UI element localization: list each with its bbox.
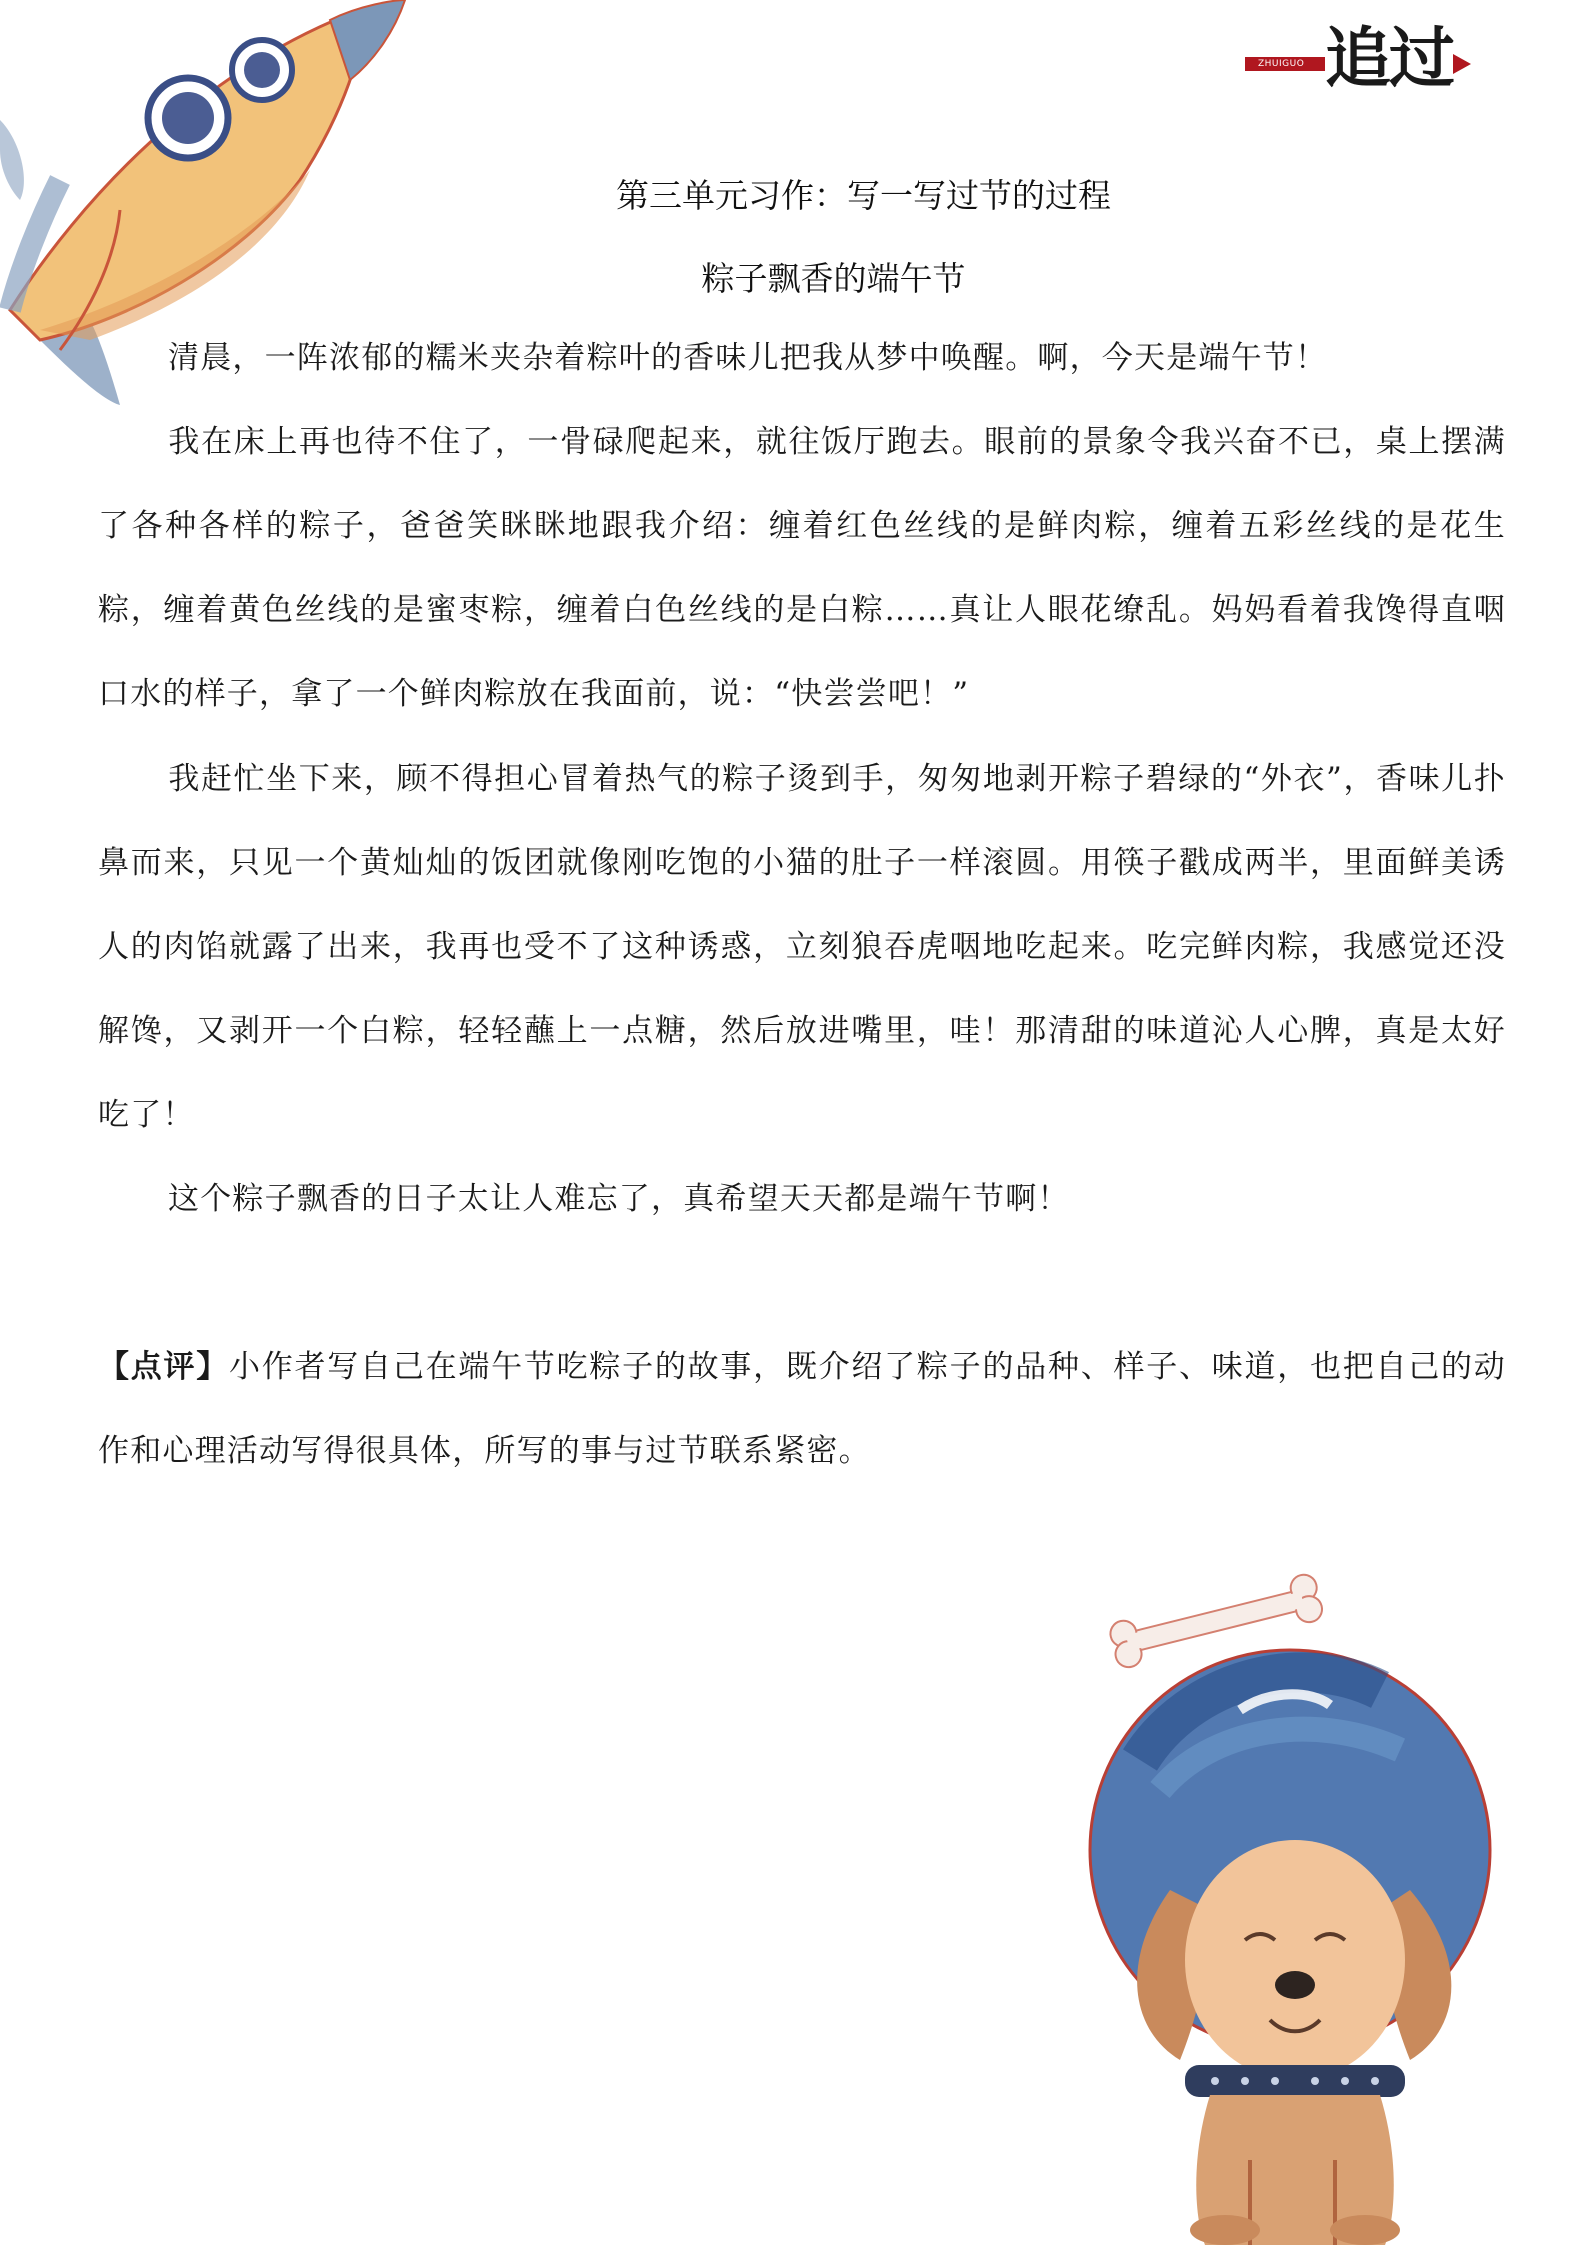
essay-paragraph-1: 清晨，一阵浓郁的糯米夹杂着粽叶的香味儿把我从梦中唤醒。啊，今天是端午节！	[168, 340, 1328, 376]
essay-paragraph-4: 这个粽子飘香的日子太让人难忘了，真希望天天都是端午节啊！	[168, 1181, 1070, 1217]
logo-brand-text: 追过	[1325, 20, 1453, 97]
astronaut-dog-illustration	[1080, 1560, 1510, 2245]
brand-logo	[1245, 20, 1480, 104]
essay-paragraph-3: 我赶忙坐下来，顾不得担心冒着热气的粽子烫到手，匆匆地剥开粽子碧绿的“外衣”，香味儿扑鼻而来，只见一个黄灿灿的饭团就像刚吃饱的小猫的肚子一样滚圆。用筷子戳成两半，里面鲜美诱人的肉馅就露了出来，我再也受不了这种诱惑，立刻狼吞虎咽地吃起来。吃完鲜肉粽，我感觉还没解馋，又剥开一个白粽，轻轻蘸上一点糖，然后放进嘴里，哇！那清甜的味道沁人心脾，真是太好吃了！	[98, 761, 1506, 1133]
essay-paragraph-2: 我在床上再也待不住了，一骨碌爬起来，就往饭厅跑去。眼前的景象令我兴奋不已，桌上摆满了各种各样的粽子，爸爸笑眯眯地跟我介绍：缠着红色丝线的是鲜肉粽，缠着五彩丝线的是花生粽，缠着黄色丝线的是蜜枣粽，缠着白色丝线的是白粽……真让人眼花缭乱。妈妈看着我馋得直咽口水的样子，拿了一个鲜肉粽放在我面前，说：“快尝尝吧！”	[98, 424, 1506, 712]
logo-arrow-icon	[1453, 54, 1471, 74]
review-text: 小作者写自己在端午节吃粽子的故事，既介绍了粽子的品种、样子、味道，也把自己的动作和心理活动写得很具体，所写的事与过节联系紧密。	[98, 1349, 1506, 1469]
unit-title: 第三单元习作：写一写过节的过程	[616, 176, 1111, 215]
review-tag: 【点评】	[98, 1349, 230, 1385]
essay-title: 粽子飘香的端午节	[701, 259, 966, 298]
logo-small-text: ZHUIGUO	[1255, 58, 1307, 70]
review-paragraph	[98, 1325, 1506, 1493]
